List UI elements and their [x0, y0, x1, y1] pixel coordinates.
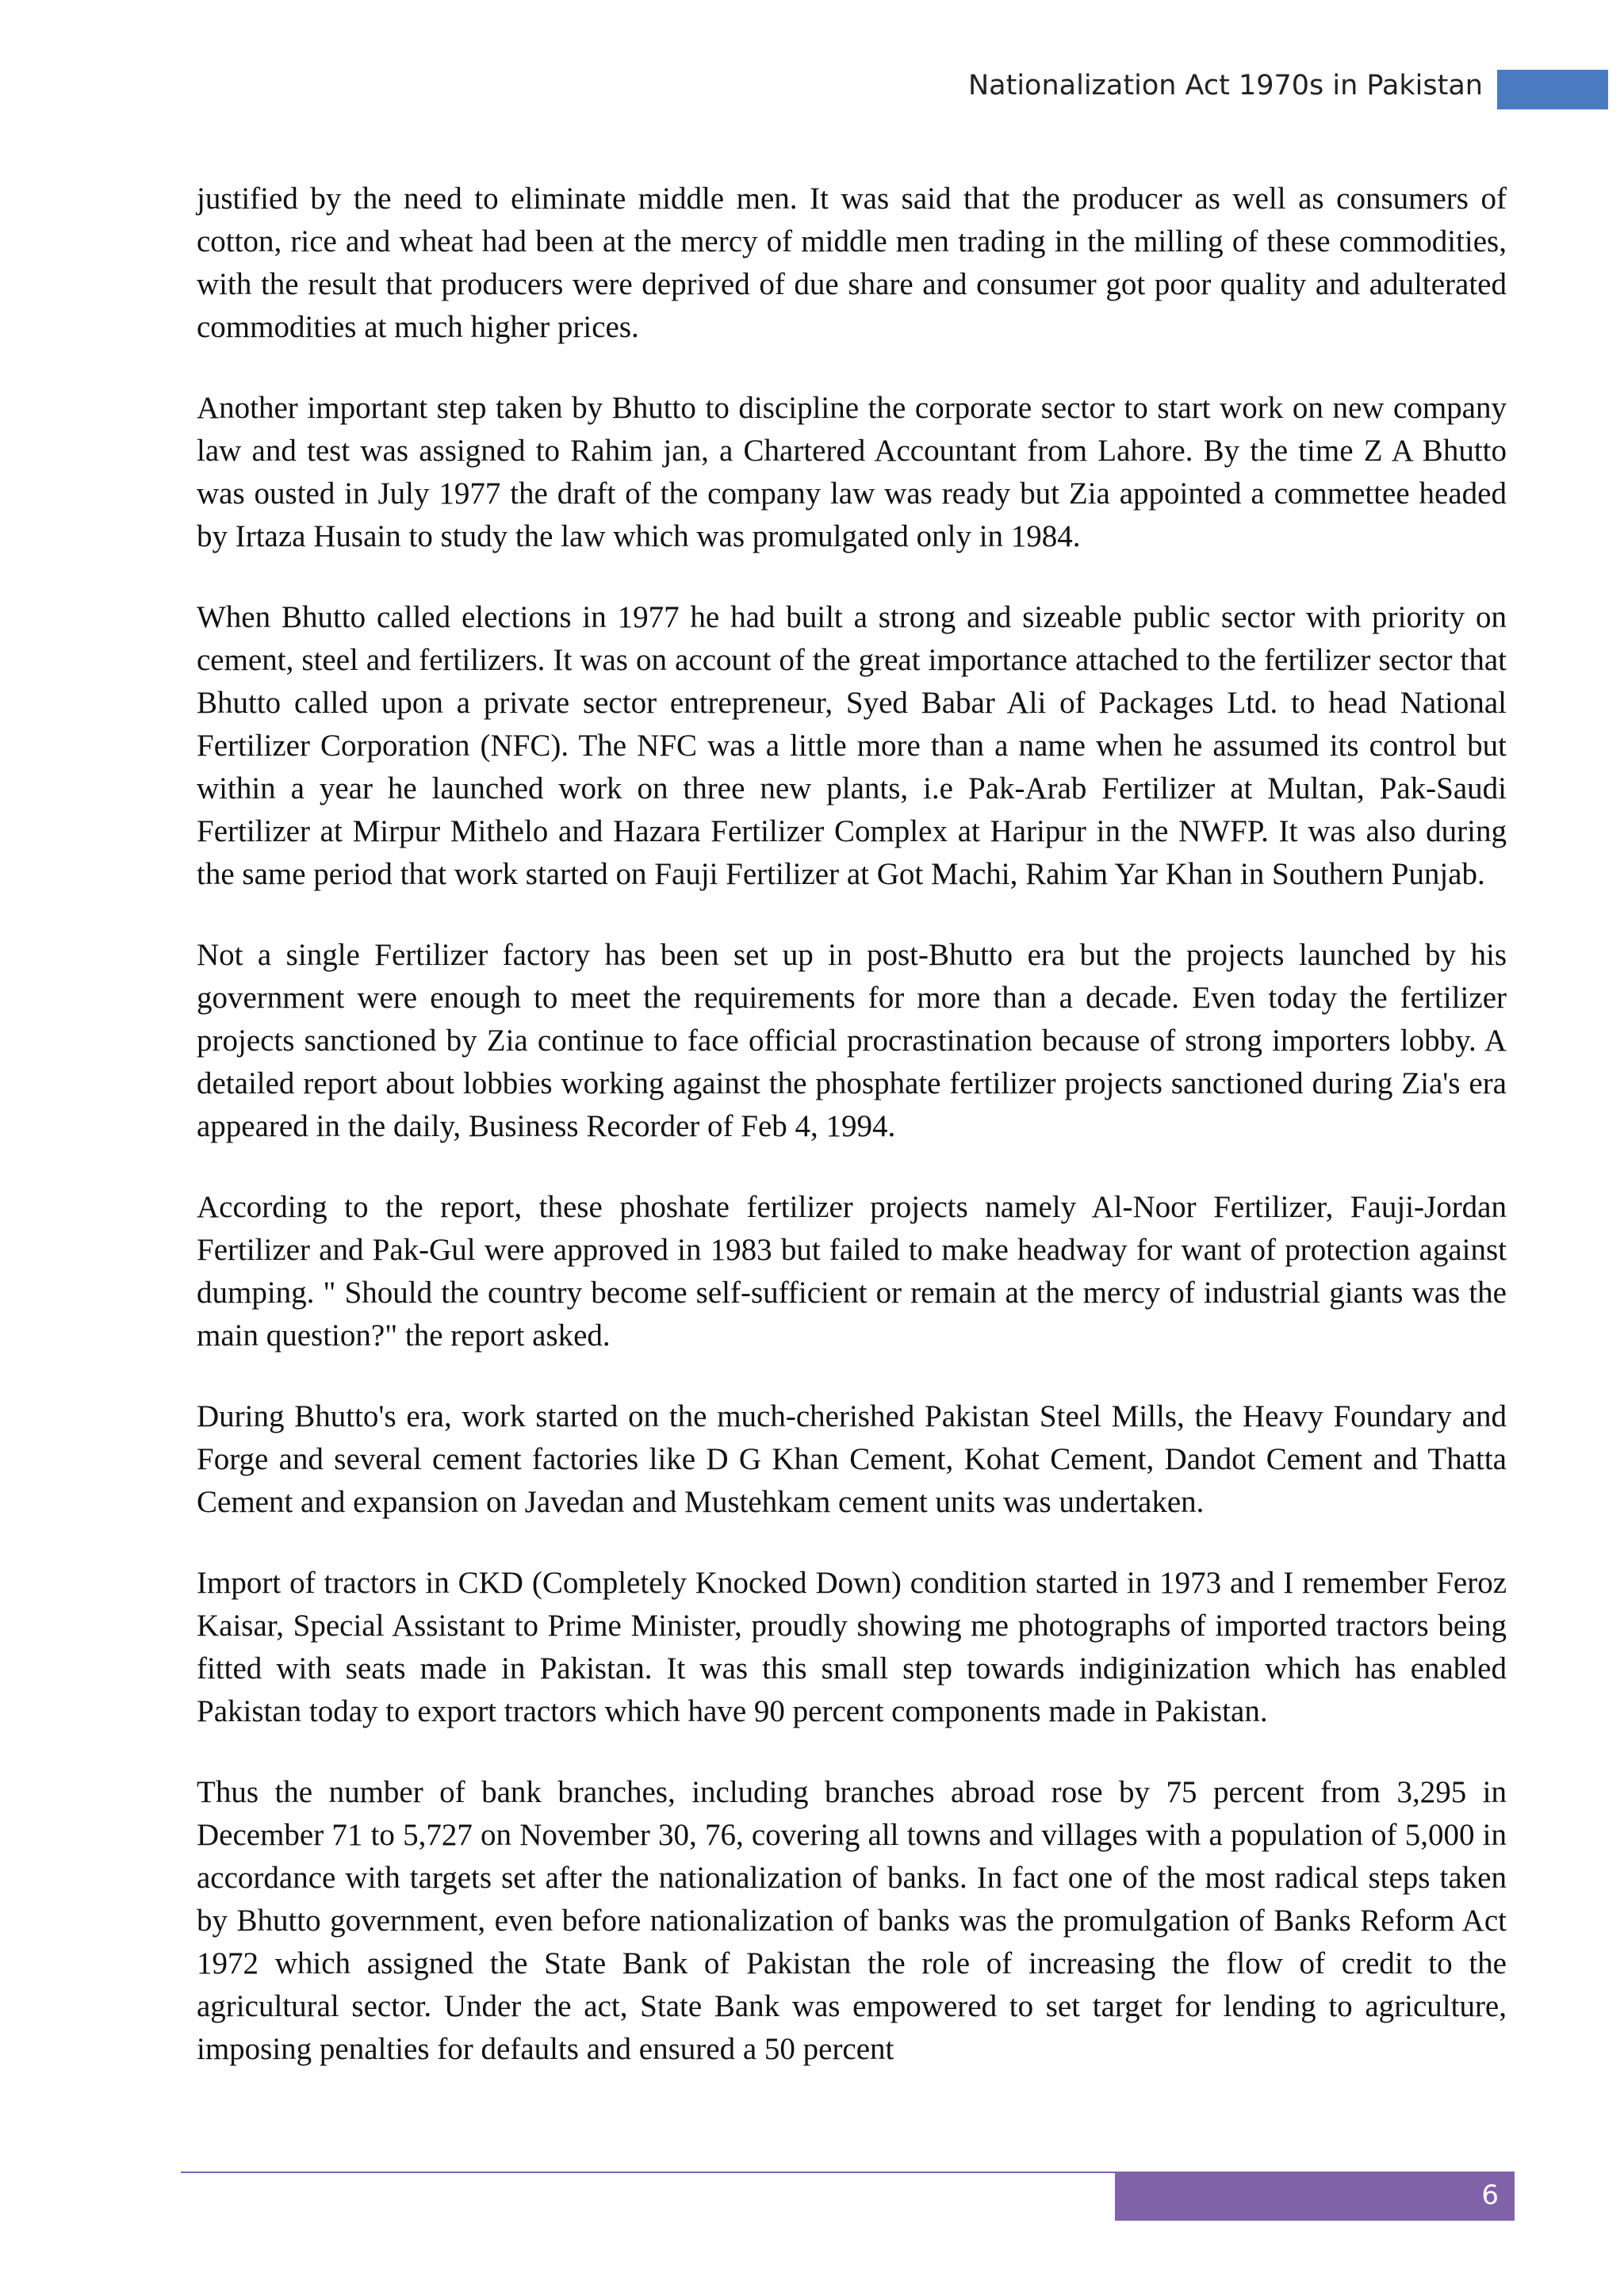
paragraph: When Bhutto called elections in 1977 he had built a strong and sizeable public sector with priority on cement, steel and fertilizers. It was on account of the great importance attached to the fertilizer sector that Bhutto called upon a private sector entrepreneur, Syed Babar Ali of Packages Ltd. to head National Fertilizer Corporation (NFC). The NFC was a little more than a name when he assumed its control but within a year he launched work on three new plants, i.e Pak-Arab Fertilizer at Multan, Pak-Saudi Fertilizer at Mirpur Mithelo and Hazara Fertilizer Complex at Haripur in the NWFP. It was also during the same period that work started on Fauji Fertilizer at Got Machi, Rahim Yar Khan in Southern Punjab. [197, 600, 1507, 891]
paragraph: Not a single Fertilizer factory has been set up in post-Bhutto era but the projects launched by his government were enough to meet the requirements for more than a decade. Even today the fertilizer projects sanctioned by Zia continue to face official procrastination because of strong importers lobby. A detailed report about lobbies working against the phosphate fertilizer projects sanctioned during Zia's era appeared in the daily, Business Recorder of Feb 4, 1994. [197, 938, 1507, 1143]
body-text [197, 178, 1507, 2071]
paragraph: During Bhutto's era, work started on the much-cherished Pakistan Steel Mills, the Heavy Foundary and Forge and several cement factories like D G Khan Cement, Kohat Cement, Dandot Cement and Thatta Cement and expansion on Javedan and Mustehkam cement units was undertaken. [197, 1399, 1507, 1519]
footer-accent-block [1115, 2173, 1515, 2221]
paragraph: Thus the number of bank branches, including branches abroad rose by 75 percent from 3,295 in December 71 to 5,727 on November 30, 76, covering all towns and villages with a population of 5,000 in accordance with targets set after the nationalization of banks. In fact one of the most radical steps taken by Bhutto government, even before nationalization of banks was the promulgation of Banks Reform Act 1972 which assigned the State Bank of Pakistan the role of increasing the flow of credit to the agricultural sector. Under the act, State Bank was empowered to set target for lending to agriculture, imposing penalties for defaults and ensured a 50 percent [197, 1775, 1507, 2066]
paragraph: Another important step taken by Bhutto to discipline the corporate sector to start work on new company law and test was assigned to Rahim jan, a Chartered Accountant from Lahore. By the time Z A Bhutto was ousted in July 1977 the draft of the company law was ready but Zia appointed a commettee headed by Irtaza Husain to study the law which was promulgated only in 1984. [197, 391, 1507, 553]
header-accent-block [1497, 70, 1608, 109]
running-header: Nationalization Act 1970s in Pakistan [967, 70, 1483, 101]
page-number: 6 [1481, 2179, 1499, 2211]
paragraph: Import of tractors in CKD (Completely Knocked Down) condition started in 1973 and I remember Feroz Kaisar, Special Assistant to Prime Minister, proudly showing me photographs of imported tractors being fitted with seats made in Pakistan. It was this small step towards indiginization which has enabled Pakistan today to export tractors which have 90 percent components made in Pakistan. [197, 1566, 1507, 1728]
paragraph: According to the report, these phoshate fertilizer projects namely Al-Noor Fertilizer, Fauji-Jordan Fertilizer and Pak-Gul were approved in 1983 but failed to make headway for want of protection against dumping. " Should the country become self-sufficient or remain at the mercy of industrial giants was the main question?" the report asked. [197, 1190, 1507, 1353]
paragraph: justified by the need to eliminate middle men. It was said that the producer as well as consumers of cotton, rice and wheat had been at the mercy of middle men trading in the milling of these commodities, with the result that producers were deprived of due share and consumer got poor quality and adulterated commodities at much higher prices. [197, 182, 1507, 344]
